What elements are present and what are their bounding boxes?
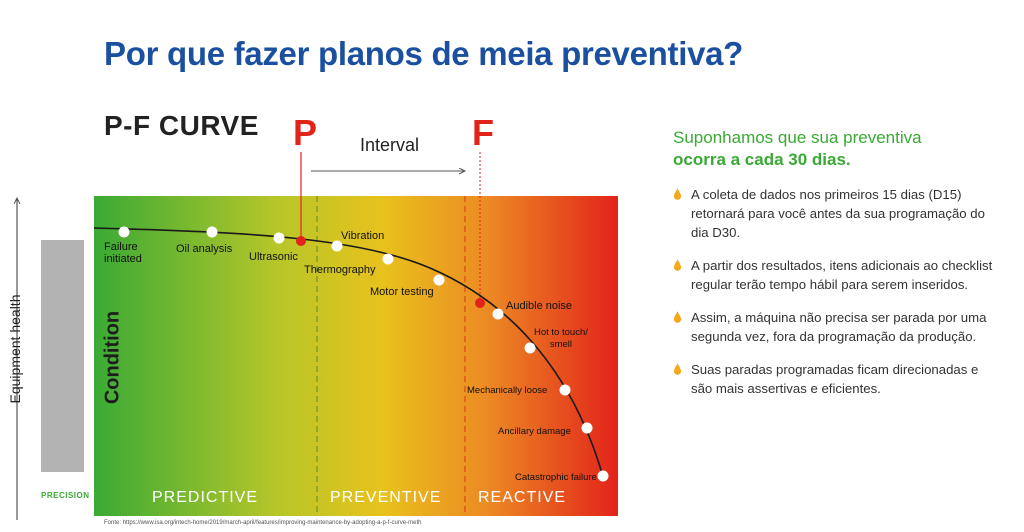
curve-point-label: Vibration [341,230,385,242]
zone-predictive-label: PREDICTIVE [152,489,259,506]
curve-point-label: Oil analysis [176,243,233,255]
curve-point-label: Failure initiated [104,241,142,265]
diagram-title: P-F CURVE [104,110,259,141]
drop-icon [673,188,682,200]
side-intro-line2: ocorra a cada 30 dias. [673,150,851,169]
side-bullet-item [673,256,1003,294]
curve-point-label: Ancillary damage [498,426,571,437]
curve-point-9 [560,385,571,396]
p-point-marker [296,236,306,246]
p-point-label: P [293,112,318,153]
side-bullet-text: A partir dos resultados, itens adicionais ao checklist regular terão tempo hábil para serem inseridos. [691,258,993,292]
zone-preventive-label: PREVENTIVE [330,489,442,506]
side-panel [673,127,1003,398]
side-bullet-item [673,308,1003,346]
y-axis-label: Equipment health [7,294,23,404]
source-note: Fonte: https://www.isa.org/intech-home/2019/march-april/features/improving-maintenance-by-adopting-a-p-f-curve-meth [104,520,422,526]
curve-point-10 [582,423,593,434]
curve-point-1 [119,227,130,238]
f-point-marker [475,298,485,308]
curve-point-7 [493,309,504,320]
side-bullet-text: A coleta de dados nos primeiros 15 dias (D15) retornará para você antes da sua programação do dia D30. [691,187,985,240]
curve-point-label: Motor testing [370,286,434,298]
precision-bar [41,240,84,472]
curve-point-5 [383,254,394,265]
curve-point-label: Hot to touch/ smell [534,327,588,350]
drop-icon [673,259,682,271]
side-bullet-item [673,185,1003,242]
side-bullet-text: Assim, a máquina não precisa ser parada por uma segunda vez, fora da programação da produção. [691,310,987,344]
side-bullet-item [673,360,1003,398]
curve-point-label: Catastrophic failure [515,472,597,483]
condition-label: Condition [101,310,124,405]
zone-reactive-label: REACTIVE [478,489,567,506]
curve-point-label: Ultrasonic [249,251,298,263]
curve-point-label: Thermography [304,264,376,276]
curve-point-6 [434,275,445,286]
drop-icon [673,363,682,375]
side-bullet-text: Suas paradas programadas ficam direcionadas e são mais assertivas e eficientes. [691,362,979,396]
f-point-label: F [472,112,494,153]
curve-point-4 [332,241,343,252]
precision-label: PRECISION [41,491,90,500]
chart-background [94,196,618,516]
side-intro-line1: Suponhamos que sua preventiva [673,128,922,147]
curve-point-2 [207,227,218,238]
curve-point-label: Mechanically loose [467,385,548,396]
interval-label: Interval [360,135,420,155]
curve-point-3 [274,233,285,244]
drop-icon [673,311,682,323]
page-title: Por que fazer planos de meia preventiva? [104,35,744,72]
curve-point-label: Audible noise [506,300,573,312]
curve-point-11 [598,471,609,482]
